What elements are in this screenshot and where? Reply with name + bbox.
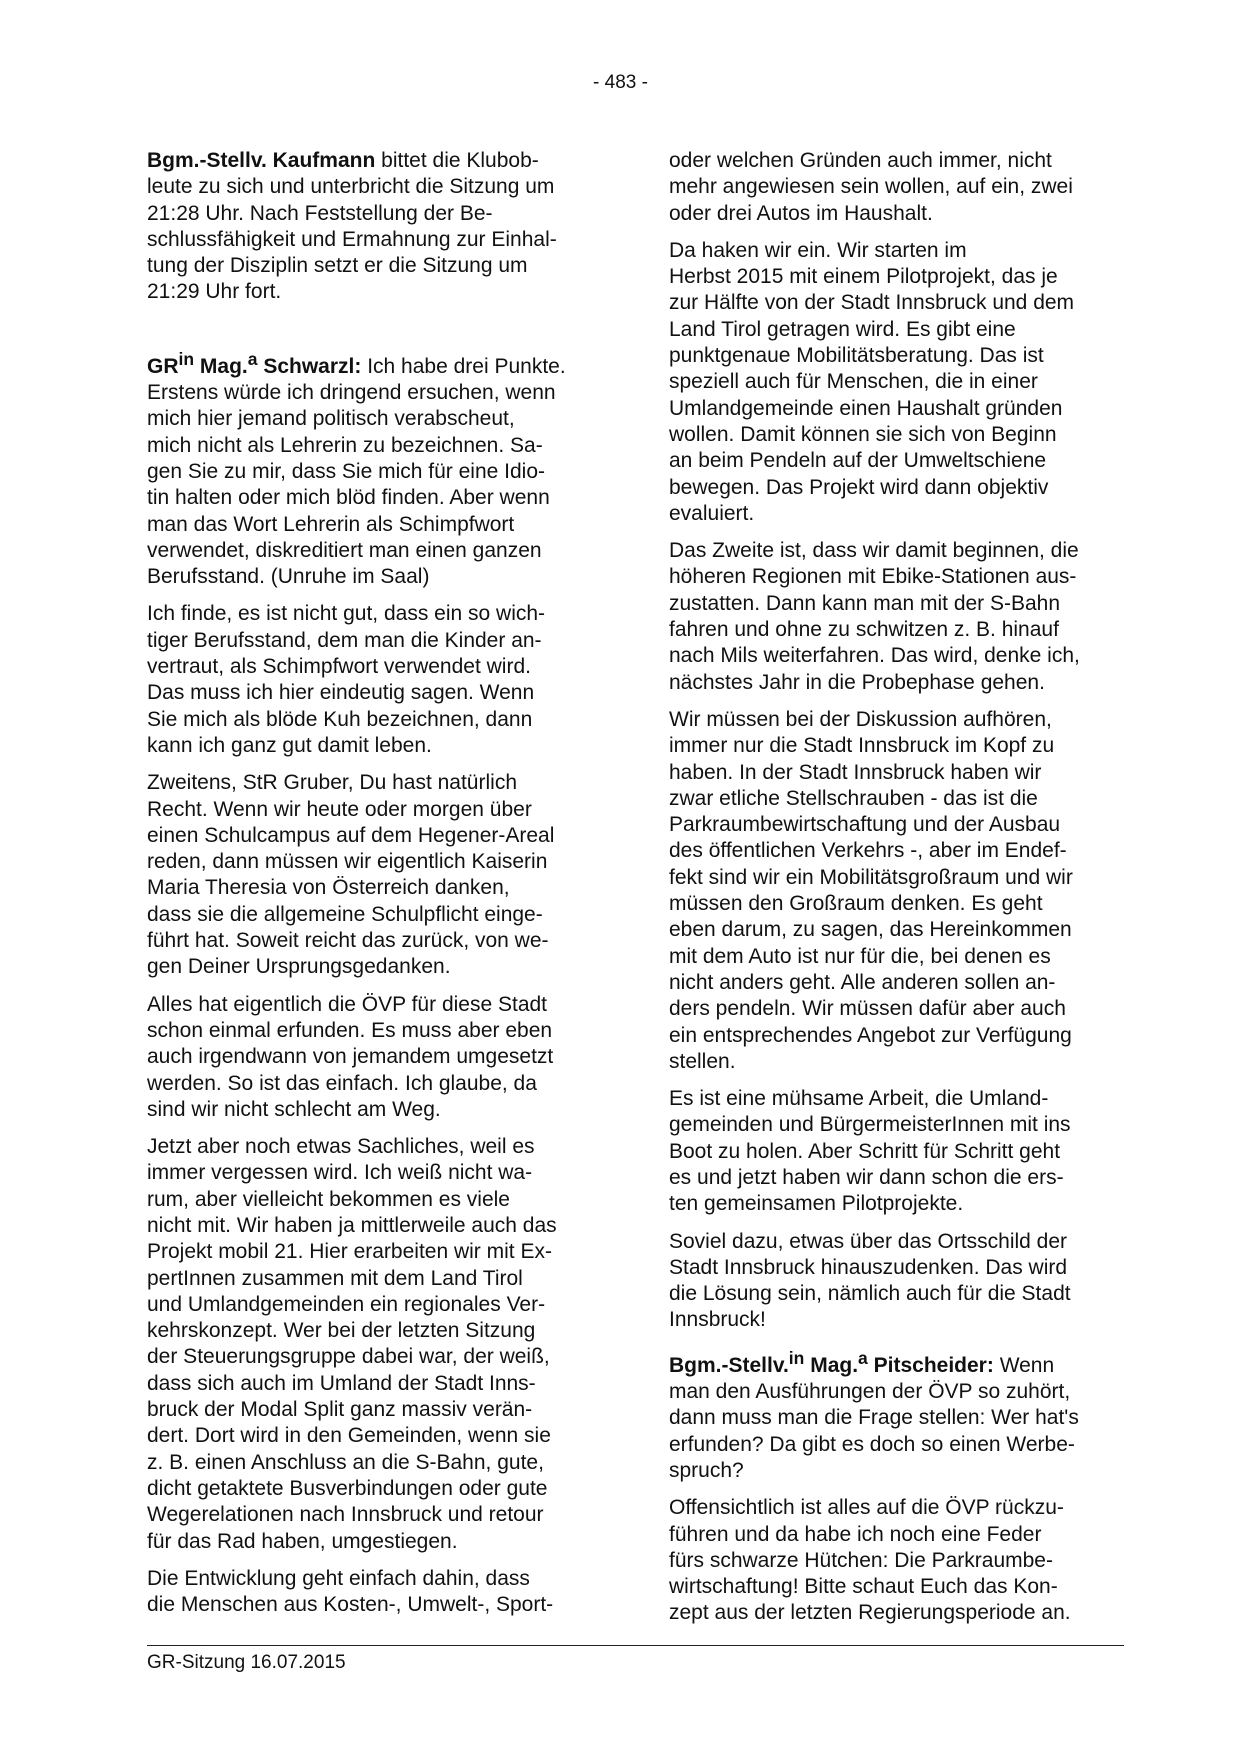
paragraph-kaufmann: Bgm.-Stellv. Kaufmann bittet die Klubob- leute zu sich und unterbricht die Sitzung um 21:28 Uhr. Nach Feststellung der Be- schlussfähigkeit und Ermahnung zur Einhal- tung der Disziplin setzt er die Sitzung um 21:29 Uhr fort. — [147, 149, 557, 304]
paragraph: Offensichtlich ist alles auf die ÖVP rückzu- führen und da habe ich noch eine Feder fürs schwarze Hütchen: Die Parkraumbe- wirtschaftung! Bitte schaut Euch das Kon- zept aus der letzten Regierungsperiode an. — [669, 1496, 1071, 1625]
paragraph: Es ist eine mühsame Arbeit, die Umland- gemeinden und BürgermeisterInnen mit ins Boot zu holen. Aber Schritt für Schritt geht es und jetzt haben wir dann schon die ers- ten gemeinsamen Pilotprojekte. — [669, 1087, 1071, 1216]
paragraph: Wir müssen bei der Diskussion aufhören, immer nur die Stadt Innsbruck im Kopf zu haben. In der Stadt Innsbruck haben wir zwar etliche Stellschrauben - das ist die Parkraumbewirtschaftung und der Ausbau des öffentlichen Verkehrs -, aber im Endef- fekt sind wir ein Mobilitätsgroßraum und wir müssen den Großraum denken. Es geht eben darum, zu sagen, das Hereinkommen mit dem Auto ist nur für die, bei denen es nicht anders geht. Alle anderen sollen an- ders pendeln. Wir müssen dafür aber auch ein entsprechendes Angebot zur Verfügung stellen. — [669, 707, 1073, 1073]
paragraph-pitscheider: Bgm.-Stellv.$^{in}$ Mag.$^a$ Pitscheider: Wenn man den Ausführungen der ÖVP so zuhört, dann muss man die Frage stellen: Wer hat's erfunden? Da gibt es doch so einen Werbe- spruch? — [669, 1347, 1079, 1482]
speaker-name: $GR^{in}$ Mag.$^a$ Schwarzl: — [147, 348, 362, 378]
paragraph: Zweitens, StR Gruber, Du hast natürlich Recht. Wenn wir heute oder morgen über einen Schulcampus auf dem Hegener-Areal reden, dann müssen wir eigentlich Kaiserin Maria Theresia von Österreich danken, dass sie die allgemeine Schulpflicht einge- führt hat. Soweit reicht das zurück, von we- gen Deiner Ursprungsgedanken. — [147, 771, 555, 979]
paragraph: Alles hat eigentlich die ÖVP für diese Stadt schon einmal erfunden. Es muss aber eben auch irgendwann von jemandem umgesetzt werden. So ist das einfach. Ich glaube, da sind wir nicht schlecht am Weg. — [147, 992, 554, 1121]
paragraph: Das Zweite ist, dass wir damit beginnen, die höheren Regionen mit Ebike-Stationen aus- zustatten. Dann kann man mit der S-Bahn fahren und ohne zu schwitzen z. B. hinauf nach Mils weiterfahren. Das wird, denke ich, nächstes Jahr in die Probephase gehen. — [669, 539, 1080, 694]
paragraph: Ich finde, es ist nicht gut, dass ein so wich- tiger Berufsstand, dem man die Kinder an- vertraut, als Schimpfwort verwendet wird. Das muss ich hier eindeutig sagen. Wenn Sie mich als blöde Kuh bezeichnen, dann kann ich ganz gut damit leben. — [147, 602, 546, 757]
paragraph: oder welchen Gründen auch immer, nicht mehr angewiesen sein wollen, auf ein, zwei oder drei Autos im Haushalt. — [669, 149, 1073, 225]
paragraph-schwarzl-intro: $GR^{in}$ Mag.$^a$ Schwarzl: Ich habe drei Punkte. Erstens würde ich dringend ersuchen, wenn mich hier jemand politisch verabscheut, mich nicht als Lehrerin zu bezeichnen. Sa- gen Sie zu mir, dass Sie mich für eine Idio- tin halten oder mich blöd finden. Aber wenn man das Wort Lehrerin als Schimpfwort verwendet, diskreditiert man einen ganzen Berufsstand. (Unruhe im Saal) — [147, 348, 566, 589]
speaker-name: Bgm.-Stellv.$^{in}$ Mag.$^a$ Pitscheider: — [669, 1347, 994, 1377]
footer-text: GR-Sitzung 16.07.2015 — [147, 1652, 346, 1673]
page-number: - 483 - — [593, 72, 648, 93]
paragraph: Da haken wir ein. Wir starten im Herbst 2015 mit einem Pilotprojekt, das je zur Hälfte von der Stadt Innsbruck und dem Land Tirol getragen wird. Es gibt eine punktgenaue Mobilitätsberatung. Das ist speziell auch für Menschen, die in einer Umlandgemeinde einen Haushalt gründen wollen. Damit können sie sich von Beginn an beim Pendeln auf der Umweltschiene bewegen. Das Projekt wird dann objektiv evaluiert. — [669, 238, 1075, 525]
left-column — [147, 148, 602, 1629]
paragraph: Die Entwicklung geht einfach dahin, dass die Menschen aus Kosten-, Umwelt-, Sport- — [147, 1566, 554, 1617]
right-column — [669, 148, 1124, 1638]
footer-divider — [147, 1645, 1124, 1646]
paragraph: Jetzt aber noch etwas Sachliches, weil es immer vergessen wird. Ich weiß nicht wa- rum, aber vielleicht bekommen es viele nicht mit. Wir haben ja mittlerweile auch das Projekt mobil 21. Hier erarbeiten wir mit Ex- pertInnen zusammen mit dem Land Tirol und Umlandgemeinden ein regionales Ver- kehrskonzept. Wer bei der letzten Sitzung der Steuerungsgruppe dabei war, der weiß, dass sich auch im Umland der Stadt Inns- bruck der Modal Split ganz massiv verän- dert. Dort wird in den Gemeinden, wenn sie z. B. einen Anschluss an die S-Bahn, gute, dicht getaktete Busverbindungen oder gute Wegerelationen nach Innsbruck und retour für das Rad haben, umgestiegen. — [147, 1135, 557, 1553]
paragraph: Soviel dazu, etwas über das Ortsschild der Stadt Innsbruck hinauszudenken. Das wird die Lösung sein, nämlich auch für die Stadt Innsbruck! — [669, 1229, 1071, 1332]
speaker-name: Bgm.-Stellv. Kaufmann — [147, 149, 376, 172]
